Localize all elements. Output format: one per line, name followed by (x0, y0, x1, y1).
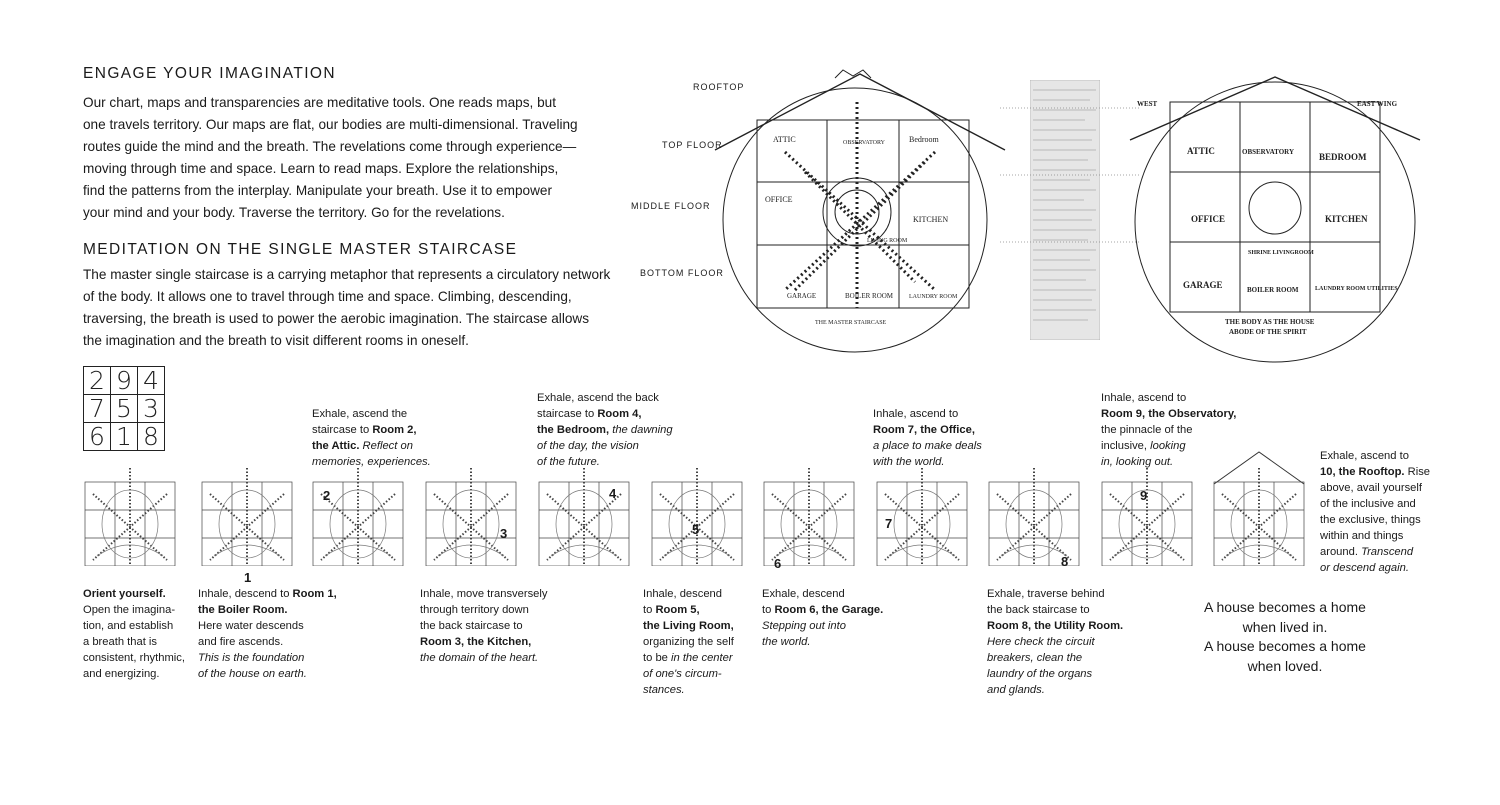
intro-line: Our chart, maps and transparencies are meditative tools. One reads maps, but (83, 95, 556, 110)
caption-line: Room 3, the Kitchen, (420, 636, 532, 648)
caption-line: through territory down (420, 604, 529, 616)
caption-line: organizing the self (643, 636, 734, 648)
label-body-caption-1: THE BODY AS THE HOUSE (1225, 318, 1315, 326)
label-office-2: OFFICE (1191, 214, 1226, 224)
caption-line: Open the imagina- (83, 604, 176, 616)
caption-line: Exhale, descend (762, 588, 845, 600)
staircase-thumb (424, 464, 518, 566)
thumb-number: 6 (774, 556, 782, 571)
staircase-thumb (537, 464, 631, 566)
quote-line: when lived in. (1242, 618, 1328, 635)
thumb-number: 1 (244, 570, 252, 585)
caption-line: the Attic. Reflect on (312, 440, 413, 452)
caption-line: Inhale, move transversely (420, 588, 548, 600)
master-staircase-diagram (695, 62, 1015, 362)
label-bedroom: Bedroom (909, 135, 939, 144)
caption-line: inclusive, looking (1101, 440, 1186, 452)
caption-line: Exhale, ascend to (1320, 450, 1409, 462)
caption-c3 (420, 586, 547, 666)
caption-c0 (83, 586, 185, 682)
label-garage: GARAGE (787, 292, 817, 300)
meditation-line: The master single staircase is a carrying metaphor that represents a circulatory network (83, 267, 611, 282)
caption-line: above, avail yourself (1320, 482, 1422, 494)
label-shrine-2: SHRINE LIVINGROOM (1248, 250, 1314, 256)
caption-line: to be in the center (643, 652, 733, 664)
intro-line: find the patterns from the interplay. Manipulate your breath. Use it to empower (83, 183, 552, 198)
label-observatory-2: OBSERVATORY (1242, 148, 1295, 156)
floor-label-rooftop: ROOFTOP (693, 82, 745, 92)
caption-line: of the future. (537, 456, 600, 468)
caption-line: the world. (762, 636, 811, 648)
quote-line: when loved. (1247, 657, 1323, 674)
staircase-thumb (83, 464, 177, 566)
caption-line: Inhale, descend (643, 588, 722, 600)
body-house-diagram (1125, 62, 1425, 372)
caption-line: and energizing. (83, 668, 160, 680)
caption-line: 10, the Rooftop. Rise (1320, 466, 1431, 478)
caption-line: consistent, rhythmic, (83, 652, 185, 664)
thumb-number: 2 (323, 488, 331, 503)
intro-heading: ENGAGE YOUR IMAGINATION (83, 65, 336, 82)
caption-line: Exhale, traverse behind (987, 588, 1105, 600)
label-laundry-2: LAUNDRY ROOM UTILITIES (1315, 286, 1398, 292)
caption-line: memories, experiences. (312, 456, 431, 468)
caption-c8 (987, 586, 1123, 698)
caption-line: staircase to Room 2, (312, 424, 417, 436)
caption-line: Inhale, ascend to (873, 408, 959, 420)
magic-cell: 8 (138, 423, 165, 451)
thumb-number: 4 (609, 486, 617, 501)
caption-line: Room 8, the Utility Room. (987, 620, 1124, 632)
caption-line: staircase to Room 4, (537, 408, 642, 420)
caption-line: Stepping out into (762, 620, 846, 632)
label-master-caption: THE MASTER STAIRCASE (815, 320, 887, 326)
caption-line: around. Transcend (1320, 546, 1414, 558)
thumb-number: 3 (500, 526, 508, 541)
meditation-line: of the body. It allows one to travel through time and space. Climbing, descending, (83, 289, 572, 304)
magic-cell: 5 (111, 395, 138, 423)
caption-line: Inhale, ascend to (1101, 392, 1187, 404)
caption-line: the Bedroom, the dawning (537, 424, 673, 436)
caption-line: of one's circum- (643, 668, 722, 680)
magic-square (83, 366, 165, 451)
floor-label-middle: MIDDLE FLOOR (631, 201, 711, 211)
label-laundry-room: LAUNDRY ROOM (909, 294, 958, 300)
caption-line: Exhale, ascend the back (537, 392, 659, 404)
floor-label-top: TOP FLOOR (662, 140, 723, 150)
label-garage-2: GARAGE (1183, 280, 1223, 290)
caption-line: stances. (643, 684, 685, 696)
label-bedroom-2: BEDROOM (1319, 152, 1367, 162)
meditation-line: traversing, the breath is used to power the aerobic imagination. The staircase allows (83, 311, 590, 326)
caption-c6 (762, 586, 883, 650)
label-office: OFFICE (765, 195, 793, 204)
caption-c9 (1101, 390, 1236, 470)
home-quote (1180, 598, 1390, 676)
staircase-thumb (200, 464, 294, 585)
quote-line: A house becomes a home (1204, 638, 1366, 654)
label-kitchen: KITCHEN (913, 215, 949, 224)
staircase-thumb (311, 464, 405, 566)
caption-line: the domain of the heart. (420, 652, 539, 664)
magic-cell: 7 (84, 395, 111, 423)
intro-line: your mind and your body. Traverse the territory. Go for the revelations. (83, 205, 505, 220)
caption-line: within and things (1320, 530, 1404, 542)
magic-cell: 9 (111, 367, 138, 395)
staircase-thumb (987, 464, 1081, 569)
caption-line: with the world. (873, 456, 945, 468)
caption-line: Here check the circuit (987, 636, 1095, 648)
label-boiler-2: BOILER ROOM (1247, 286, 1299, 294)
label-attic-2: ATTIC (1187, 146, 1215, 156)
caption-line: the exclusive, things (1320, 514, 1421, 526)
thumb-number: 9 (1140, 488, 1148, 503)
caption-line: of the house on earth. (198, 668, 307, 680)
caption-line: laundry of the organs (987, 668, 1093, 680)
caption-line: or descend again. (1320, 562, 1409, 574)
meditation-heading: MEDITATION ON THE SINGLE MASTER STAIRCASE (83, 241, 518, 258)
magic-cell: 1 (111, 423, 138, 451)
caption-c7 (873, 406, 982, 470)
magic-cell: 2 (84, 367, 111, 395)
intro-paragraph (83, 92, 623, 224)
caption-line: breakers, clean the (987, 652, 1083, 664)
magic-cell: 4 (138, 367, 165, 395)
caption-line: Exhale, ascend the (312, 408, 408, 420)
intro-line: one travels territory. Our maps are flat, our bodies are multi-dimensional. Traveling (83, 117, 578, 132)
caption-line: the Living Room, (643, 620, 734, 632)
label-east-wing: EAST WING (1357, 100, 1398, 108)
caption-line: a place to make deals (873, 440, 982, 452)
caption-line: Room 7, the Office, (873, 424, 975, 436)
thumb-number: 7 (885, 516, 893, 531)
caption-line: to Room 6, the Garage. (762, 604, 884, 616)
caption-line: Room 9, the Observatory, (1101, 408, 1237, 420)
thumb-number: 8 (1061, 554, 1069, 569)
floor-label-bottom: BOTTOM FLOOR (640, 268, 724, 278)
caption-line: and fire ascends. (198, 636, 284, 648)
meditation-line: the imagination and the breath to visit different rooms in oneself. (83, 333, 469, 348)
caption-line: to Room 5, (643, 604, 700, 616)
caption-line: in, looking out. (1101, 456, 1174, 468)
label-west-wing: WEST (1137, 100, 1158, 108)
caption-line: the Boiler Room. (198, 604, 288, 616)
caption-c5 (643, 586, 734, 698)
staircase-thumb (762, 464, 856, 571)
caption-c2 (312, 406, 431, 470)
caption-c4 (537, 390, 673, 470)
label-kitchen-2: KITCHEN (1325, 214, 1368, 224)
caption-line: the pinnacle of the (1101, 424, 1193, 436)
label-attic: ATTIC (773, 135, 796, 144)
label-body-caption-2: ABODE OF THE SPIRIT (1229, 328, 1307, 336)
caption-line: a breath that is (83, 636, 158, 648)
thumb-number: 5 (692, 522, 700, 537)
caption-c1 (198, 586, 337, 682)
caption-line: of the inclusive and (1320, 498, 1416, 510)
caption-line: of the day, the vision (537, 440, 639, 452)
quote-line: A house becomes a home (1204, 599, 1366, 615)
label-living-room: LIVING ROOM (867, 238, 908, 244)
caption-c10 (1320, 448, 1430, 576)
caption-line: the back staircase to (420, 620, 523, 632)
label-observatory: OBSERVATORY (843, 140, 885, 146)
staircase-thumb (650, 464, 744, 566)
caption-line: tion, and establish (83, 620, 174, 632)
magic-cell: 6 (84, 423, 111, 451)
caption-line: This is the foundation (198, 652, 305, 664)
caption-line: the back staircase to (987, 604, 1090, 616)
label-boiler-room: BOILER ROOM (845, 292, 894, 300)
caption-line: Orient yourself. (83, 588, 166, 600)
staircase-thumb (875, 464, 969, 566)
caption-line: and glands. (987, 684, 1045, 696)
staircase-thumb (1100, 464, 1194, 566)
guide-lines (1000, 100, 1140, 250)
caption-line: Inhale, descend to Room 1, (198, 588, 337, 600)
intro-line: routes guide the mind and the breath. The revelations come through experience— (83, 139, 577, 154)
magic-cell: 3 (138, 395, 165, 423)
intro-line: moving through time and space. Learn to read maps. Explore the relationships, (83, 161, 559, 176)
caption-line: Here water descends (198, 620, 304, 632)
meditation-paragraph (83, 264, 623, 352)
